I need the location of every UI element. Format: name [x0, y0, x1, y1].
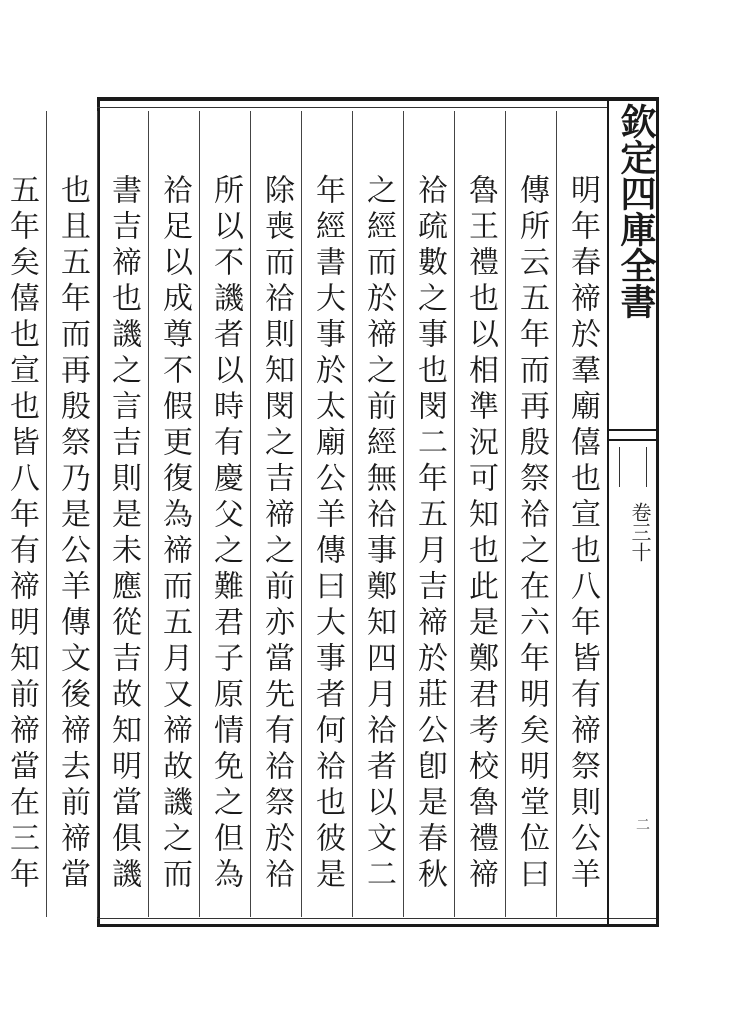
text-column: 除喪而祫則知閔之吉禘之前亦當先有祫祭於祫 [250, 111, 301, 917]
top-rule [97, 107, 607, 108]
text-column: 所以不譏者以時有慶父之難君子原情免之但為 [199, 111, 250, 917]
text-column: 祫足以成尊不假更復為禘而五月又禘故譏之而 [148, 111, 199, 917]
text-columns [4, 111, 607, 917]
fishtail-mark [619, 447, 647, 487]
text-column: 也且五年而再殷祭乃是公羊傳文後禘去前禘當 [46, 111, 97, 917]
text-column: 祫疏數之事也閔二年五月吉禘於莊公卽是春秋 [403, 111, 454, 917]
running-title: 欽定四庫全書 [615, 103, 657, 319]
text-column: 傳所云五年而再殷祭祫之在六年明矣明堂位曰 [505, 111, 556, 917]
text-column: 書吉禘也譏之言吉則是未應從吉故知明當俱譏 [97, 111, 148, 917]
fishtail-divider [609, 429, 657, 441]
text-column: 五年矣僖也宣也皆八年有禘明知前禘當在三年 [0, 111, 46, 917]
text-column: 年經書大事於太廟公羊傳曰大事者何祫也彼是 [301, 111, 352, 917]
text-column: 魯王禮也以相準況可知也此是鄭君考校魯禮禘 [454, 111, 505, 917]
text-column: 之經而於禘之前經無祫事鄭知四月祫者以文二 [352, 111, 403, 917]
margin-spine [607, 97, 659, 927]
text-column: 明年春禘於羣廟僖也宣也八年皆有禘祭則公羊 [556, 111, 607, 917]
volume-label: 卷三十 [628, 502, 652, 562]
bottom-rule [97, 918, 659, 919]
page-number: 二 [634, 817, 650, 831]
